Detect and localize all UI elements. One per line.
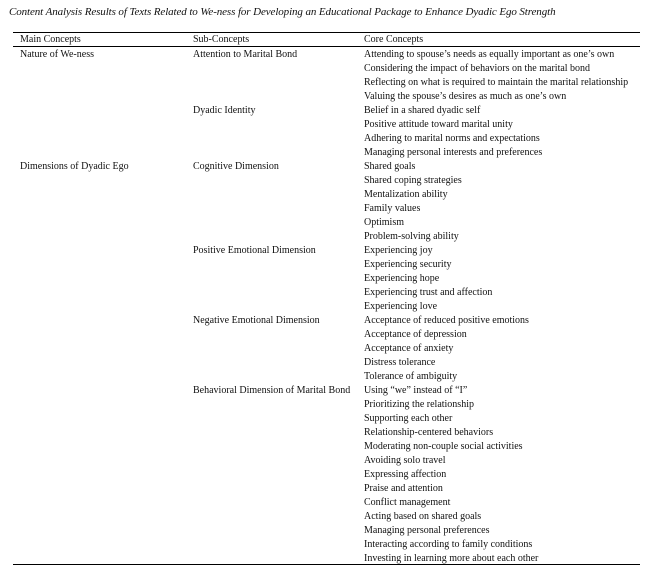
sub-concept-cell: Attention to Marital Bond (193, 49, 298, 60)
core-concept-cell: Experiencing hope (364, 273, 440, 284)
core-concept-cell: Valuing the spouse’s desires as much as one’s own (364, 91, 567, 102)
table-row (0, 188, 656, 202)
core-concept-cell: Expressing affection (364, 469, 447, 480)
core-concept-cell: Attending to spouse’s needs as equally important as one’s own (364, 49, 615, 60)
core-concept-cell: Optimism (364, 217, 405, 228)
table-row (0, 160, 656, 174)
table-row (0, 538, 656, 552)
table-row (0, 356, 656, 370)
table-bottom-rule (13, 564, 640, 565)
core-concept-cell: Distress tolerance (364, 357, 436, 368)
table-row (0, 258, 656, 272)
core-concept-cell: Managing personal preferences (364, 525, 490, 536)
core-concept-cell: Family values (364, 203, 421, 214)
core-concept-cell: Managing personal interests and preferences (364, 147, 543, 158)
core-concept-cell: Shared coping strategies (364, 175, 462, 186)
core-concept-cell: Using “we” instead of “I” (364, 385, 468, 396)
table-row (0, 286, 656, 300)
table-caption: Content Analysis Results of Texts Related to We-ness for Developing an Educational Package to Enhance Dyadic Ego Strength (9, 6, 556, 18)
table-row (0, 76, 656, 90)
table-row (0, 202, 656, 216)
core-concept-cell: Interacting according to family conditions (364, 539, 533, 550)
core-concept-cell: Praise and attention (364, 483, 443, 494)
table-row (0, 174, 656, 188)
header-sub-concepts: Sub-Concepts (193, 34, 250, 45)
core-concept-cell: Experiencing trust and affection (364, 287, 493, 298)
table-row (0, 90, 656, 104)
core-concept-cell: Relationship-centered behaviors (364, 427, 494, 438)
core-concept-cell: Shared goals (364, 161, 416, 172)
sub-concept-cell: Behavioral Dimension of Marital Bond (193, 385, 351, 396)
core-concept-cell: Conflict management (364, 497, 451, 508)
table-row (0, 510, 656, 524)
table-row (0, 398, 656, 412)
main-concept-cell: Nature of We-ness (20, 49, 94, 60)
core-concept-cell: Experiencing joy (364, 245, 433, 256)
table-row (0, 300, 656, 314)
sub-concept-cell: Dyadic Identity (193, 105, 256, 116)
table-row (0, 524, 656, 538)
table-header-rule (13, 46, 640, 47)
table-row (0, 370, 656, 384)
sub-concept-cell: Cognitive Dimension (193, 161, 279, 172)
table-row (0, 230, 656, 244)
core-concept-cell: Reflecting on what is required to maintain the marital relationship (364, 77, 629, 88)
core-concept-cell: Moderating non-couple social activities (364, 441, 523, 452)
main-concept-cell: Dimensions of Dyadic Ego (20, 161, 129, 172)
table-row (0, 328, 656, 342)
table-row (0, 440, 656, 454)
table-row (0, 272, 656, 286)
core-concept-cell: Problem-solving ability (364, 231, 459, 242)
core-concept-cell: Adhering to marital norms and expectations (364, 133, 540, 144)
table-body (0, 48, 656, 566)
table-row (0, 314, 656, 328)
header-main-concepts: Main Concepts (20, 34, 81, 45)
table-row (0, 244, 656, 258)
core-concept-cell: Avoiding solo travel (364, 455, 446, 466)
table-row (0, 412, 656, 426)
core-concept-cell: Investing in learning more about each other (364, 553, 539, 564)
table-row (0, 426, 656, 440)
core-concept-cell: Considering the impact of behaviors on the marital bond (364, 63, 591, 74)
table-row (0, 104, 656, 118)
core-concept-cell: Acceptance of depression (364, 329, 467, 340)
header-core-concepts: Core Concepts (364, 34, 424, 45)
core-concept-cell: Positive attitude toward marital unity (364, 119, 513, 130)
table-row (0, 48, 656, 62)
table-row (0, 468, 656, 482)
table-row (0, 496, 656, 510)
core-concept-cell: Acting based on shared goals (364, 511, 482, 522)
core-concept-cell: Belief in a shared dyadic self (364, 105, 481, 116)
table-row (0, 62, 656, 76)
core-concept-cell: Acceptance of reduced positive emotions (364, 315, 529, 326)
table-top-rule (13, 32, 640, 33)
core-concept-cell: Tolerance of ambiguity (364, 371, 458, 382)
core-concept-cell: Experiencing security (364, 259, 452, 270)
core-concept-cell: Acceptance of anxiety (364, 343, 454, 354)
table-row (0, 118, 656, 132)
table-row (0, 132, 656, 146)
table-row (0, 384, 656, 398)
table-row (0, 342, 656, 356)
table-row (0, 482, 656, 496)
core-concept-cell: Prioritizing the relationship (364, 399, 474, 410)
core-concept-cell: Experiencing love (364, 301, 438, 312)
sub-concept-cell: Negative Emotional Dimension (193, 315, 320, 326)
table-row (0, 454, 656, 468)
table-row (0, 146, 656, 160)
sub-concept-cell: Positive Emotional Dimension (193, 245, 316, 256)
core-concept-cell: Mentalization ability (364, 189, 448, 200)
core-concept-cell: Supporting each other (364, 413, 453, 424)
table-row (0, 216, 656, 230)
